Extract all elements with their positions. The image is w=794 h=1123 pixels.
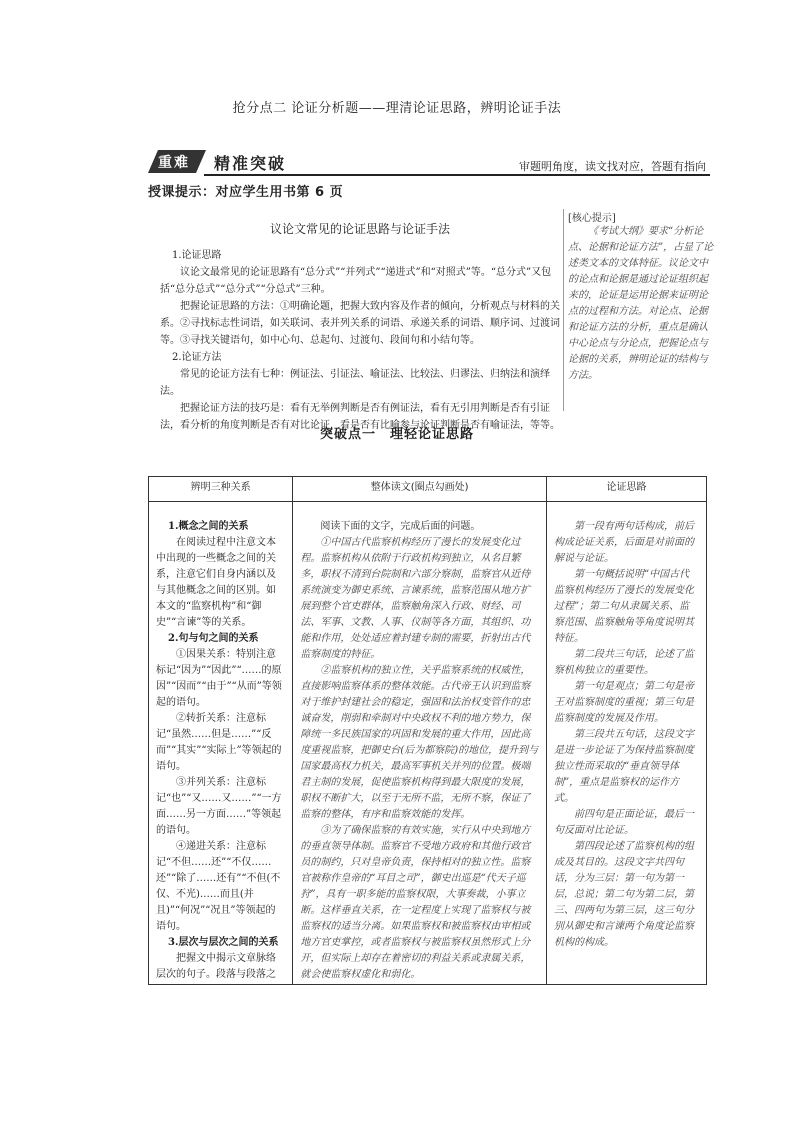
thinking-note: 第三段共五句话，这段文字是进一步论证了为保持监察制度独立性而采取的“垂直领导体制”，重点是监察权的运作方式。 [553, 729, 694, 804]
relation-heading: 2.句与句之间的关系 [168, 633, 259, 644]
relation-text: 把握文中揭示文章脉络层次的句子。段落与段落之 [156, 953, 276, 980]
main-content [160, 208, 560, 434]
reading-paragraph: ③为了确保监察的有效实施，实行从中央到地方的垂直领导体制。监察官不受地方政府和其他行政官员的制约，只对皇帝负责，保持相对的独立性。监察官被称作皇帝的“耳目之司”，御史出巡是“代天子巡狩”，具有一职多能的监察权限，大事奏裁，小事立断。这样垂直关系，在一定程度上实现了监察权与被监察权的适当分离。如果监察权和被监察权由审相或地方官吏掌控，或者监察权与被监察权虽然形式上分开，但实际上却存在着密切的利益关系或隶属关系，就会使监察权虚化和弱化。 [300, 825, 531, 980]
reading-intro: 阅读下面的文字，完成后面的问题。 [320, 521, 481, 532]
thinking-note: 前四句是正面论证，最后一句反面对比论证。 [553, 809, 694, 836]
relation-heading: 1.概念之间的关系 [168, 521, 249, 532]
page-title: 抢分点二 论证分析题——理清论证思路，辨明论证手法 [232, 101, 562, 116]
main-paragraph: 常见的论证方法有七种：例证法、引证法、喻证法、比较法、归谬法、归纳法和演绎法。 [160, 369, 550, 397]
thinking-note: 第一句概括说明“中国古代监察机构经历了漫长的发展变化过程”；第二句从隶属关系、监察范围、监察触角等角度说明其特征。 [553, 569, 694, 644]
thinking-column [546, 502, 706, 985]
analysis-table [148, 476, 707, 985]
lesson-hint: 授课提示：对应学生用书第 6 页 [148, 185, 344, 200]
banner-label: 精准突破 [214, 154, 287, 173]
relation-text: ④递进关系：注意标记“不但……还”“不仅……还”“除了……还有”“不但(不仅、不光)……而且(并且)”“何况”“况且”等领起的语句。 [156, 841, 281, 932]
relation-text: ①因果关系：特别注意标记“因为”“因此”“……的原因”“因而”“由于”“从而”等领起的语句。 [156, 649, 282, 708]
main-title: 议论文常见的论证思路与论证手法 [269, 222, 450, 236]
thinking-note: 第一段有两句话构成，前后构成论证关系，后面是对前面的解说与论证。 [553, 521, 694, 564]
main-heading-1: 1.论证思路 [172, 250, 222, 261]
table-header-row [149, 477, 707, 502]
relation-text: 在阅读过程中注意文本中出现的一些概念之间的关系，注意它们自身内涵以及与其他概念之间的区别。如本文的“监察机构”和“御史”“言谏”等的关系。 [156, 537, 276, 628]
main-paragraph: 把握论证思路的方法：①明确论题，把握大致内容及作者的倾向，分析观点与材料的关系。②寻找标志性词语，如关联词、表并列关系的词语、承递关系的词语、顺序词、过渡词等。③寻找关键语句，如中心句、总起句、过渡句、段间句和小结句等。 [160, 301, 560, 346]
main-paragraph: 议论文最常见的论证思路有“总分式”“并列式”“递进式”和“对照式”等。“总分式”又包括“总分总式”“总分式”“分总式”三种。 [160, 267, 552, 295]
banner-tag: 重难 [158, 155, 190, 171]
reading-column [293, 502, 547, 985]
core-tip-body: 《考试大纲》要求“分析论点、论据和论证方法”，占显了论述类文本的文体特征。议论文中的论点和论据是通过论证组织起来的，论证是运用论据来证明论点的过程和方法。对论点、论据和论证方法的分析，重点是确认中心论点与分论点，把握论点与论据的关系，辨明论证的结构与方法。 [568, 226, 714, 381]
reading-paragraph: ①中国古代监察机构经历了漫长的发展变化过程。监察机构从依附于行政机构到独立，从名目繁多，职权不清到台院制和六部分察制，监察官从近侍系统演变为御史系统、言谏系统，监察范围从地方扩展到整个官吏群体，监察触角深入行政、财经、司法、军事、文教、人事、仪制等各方面，其组织、功能和作用，处处适应着封建专制的需要，折射出古代监察制度的特征。 [300, 537, 531, 660]
relation-text: ③并列关系：注意标记“也”“又……又……”“一方面……另一方面……”等领起的语句。 [156, 777, 282, 836]
relation-heading: 3.层次与层次之间的关系 [168, 937, 279, 948]
thinking-note: 第四段论述了监察机构的组成及其目的。这段文字共四句话，分为三层：第一句为第一层，总说；第二句为第二层，第三、四两句为第三层，这三句分别从御史和言谏两个角度论监察机构的构成。 [553, 841, 694, 948]
thinking-note: 第二段共三句话，论述了监察机构独立的重要性。 [553, 649, 694, 676]
thinking-note: 第一句是观点；第二句是帝王对监察制度的重视；第三句是监察制度的发展及作用。 [553, 681, 694, 724]
relations-column [149, 502, 293, 985]
reading-paragraph: ②监察机构的独立性，关乎监察系统的权威性，直接影响监察体系的整体效能。古代帝王认识到监察对于维护封建社会的稳定，强固和法治权变管作的忠诚奋发，削弱和牵制对中央政权不利的地方势力，保障统一多民族国家的巩固和发展的重大作用，因此高度重视监察，把御史台(后为都察院)的地位，提升到与国家最高权力机关，最高军事机关并列的位置。极端君主制的发展，促使监察机构得到最大限度的发展，职权不断扩大，以至于无所不监，无所不察，保证了监察的整体，有序和监察效能的发挥。 [300, 665, 539, 820]
table-header: 辨明三种关系 [149, 477, 293, 502]
main-paragraph: 把握论证方法的技巧是：看有无举例判断是否有例证法，看有无引用判断是否有引证法，看分析的角度判断是否有对比论证，看是否有比喻参与论证判断是否有喻证法，等等。 [160, 403, 560, 431]
banner-slogan: 审题明角度，读文找对应，答题有指向 [519, 160, 706, 173]
core-tip-box [563, 209, 714, 411]
table-header: 整体读文(圈点勾画处) [293, 477, 547, 502]
table-row [149, 502, 707, 985]
main-heading-2: 2.论证方法 [172, 352, 222, 363]
relation-text: ②转折关系：注意标记“虽然……但是……”“反而”“其实”“实际上”等领起的语句。 [156, 713, 282, 772]
core-tip-title: [核心提示] [568, 213, 616, 224]
banner-divider [204, 174, 710, 176]
table-header: 论证思路 [546, 477, 706, 502]
section-title: 突破点一 理轻论证思路 [319, 427, 474, 442]
